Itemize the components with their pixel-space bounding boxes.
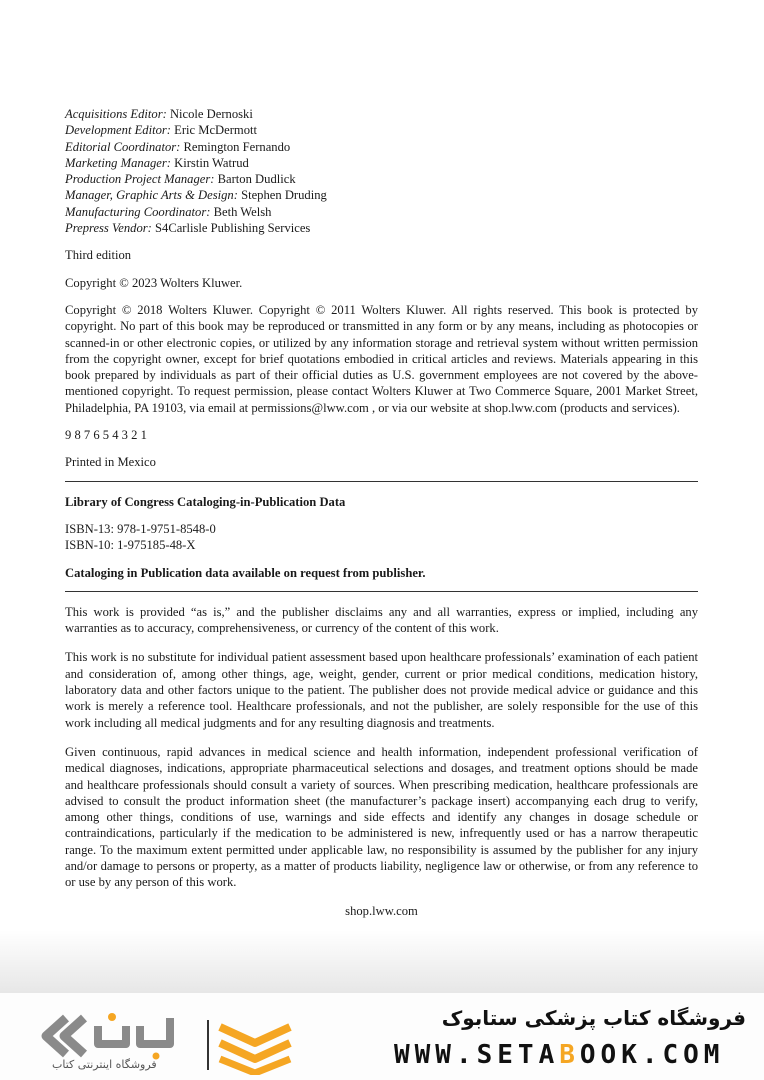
credit-line: Prepress Vendor: S4Carlisle Publishing Services	[65, 221, 311, 236]
credits-list	[65, 106, 698, 236]
credit-line: Editorial Coordinator: Remington Fernando	[65, 139, 291, 154]
copyright-current: Copyright © 2023 Wolters Kluwer.	[65, 275, 243, 290]
printed-in: Printed in Mexico	[65, 455, 156, 470]
credit-line: Development Editor: Eric McDermott	[65, 123, 258, 138]
credit-line: Manager, Graphic Arts & Design: Stephen Druding	[65, 188, 327, 203]
credit-line: Acquisitions Editor: Nicole Dernoski	[65, 107, 253, 121]
divider	[65, 481, 698, 482]
disclaimer-paragraph: This work is no substitute for individual patient assessment based upon healthcare professionals’ examination of each patient and consideration of, among other things, age, weight, gender, current or prior medical conditions, medication history, laboratory data and other factors unique to the patient. The publisher does not provide medical advice or guidance and this work is merely a reference tool. Healthcare professionals, and not the publisher, are solely responsible for the use of this work including all medical judgments and for any resulting diagnosis and treatments.	[65, 650, 698, 730]
disclaimer-paragraph: This work is provided “as is,” and the publisher disclaims any and all warranties, express or implied, including any warranties as to accuracy, comprehensiveness, or currency of the content of this work.	[65, 604, 698, 636]
edition: Third edition	[65, 248, 132, 263]
credit-line: Production Project Manager: Barton Dudlick	[65, 172, 296, 187]
cip-heading: Library of Congress Cataloging-in-Publication Data	[65, 494, 346, 509]
cip-note: Cataloging in Publication data available on request from publisher.	[65, 565, 426, 580]
isbn-13: ISBN-13: 978-1-9751-8548-0	[65, 521, 216, 536]
book-stack-icon	[216, 1017, 294, 1075]
divider	[65, 591, 698, 592]
print-line: 9 8 7 6 5 4 3 2 1	[65, 428, 147, 443]
credit-line: Marketing Manager: Kirstin Watrud	[65, 155, 249, 170]
page-bottom-shadow	[0, 930, 764, 1000]
isbn-10: ISBN-10: 1-975185-48-X	[65, 538, 196, 553]
credit-line: Manufacturing Coordinator: Beth Welsh	[65, 204, 272, 219]
site-url: shop.lww.com	[345, 903, 418, 918]
logo-divider	[207, 1020, 209, 1070]
shop-website: WWW.SETABOOK.COM	[394, 1040, 725, 1070]
disclaimer-paragraph: Given continuous, rapid advances in medical science and health information, independent professional verification of medical diagnoses, indications, appropriate pharmaceutical selections and dosages, and treatment options should be made and healthcare professionals should consult a variety of sources. When prescribing medication, healthcare professionals are advised to consult the product information sheet (the manufacturer’s package insert) accompanying each drug to verify, among other things, conditions of use, warnings and side effects and identify any changes in dosage schedule or contraindications, particularly if the medication to be administered is new, infrequently used or has a narrow therapeutic range. To the maximum extent permitted under applicable law, no responsibility is assumed by the publisher for any injury and/or damage to persons or property, as a matter of products liability, negligence law or otherwise, or from any reference to or use by any person of this work.	[65, 744, 698, 890]
setabook-logo	[36, 1012, 196, 1060]
copyright-page	[65, 106, 698, 919]
logo-subtitle: فروشگاه اینترنتی کتاب	[52, 1058, 157, 1071]
copyright-notice: Copyright © 2018 Wolters Kluwer. Copyright © 2011 Wolters Kluwer. All rights reserved. This book is protected by copyright. No part of this book may be reproduced or transmitted in any form or by any means, including as photocopies or scanned-in or other electronic copies, or utilized by any information storage and retrieval system without written permission from the copyright owner, except for brief quotations embodied in critical articles and reviews. Materials appearing in this book prepared by individuals as part of their official duties as U.S. government employees are not covered by the above-mentioned copyright. To request permission, please contact Wolters Kluwer at Two Commerce Square, 2001 Market Street, Philadelphia, PA 19103, via email at permissions@lww.com , or via our website at shop.lww.com (products and services).	[65, 302, 698, 415]
shop-name: فروشگاه کتاب پزشکی ستابوک	[441, 1006, 746, 1030]
